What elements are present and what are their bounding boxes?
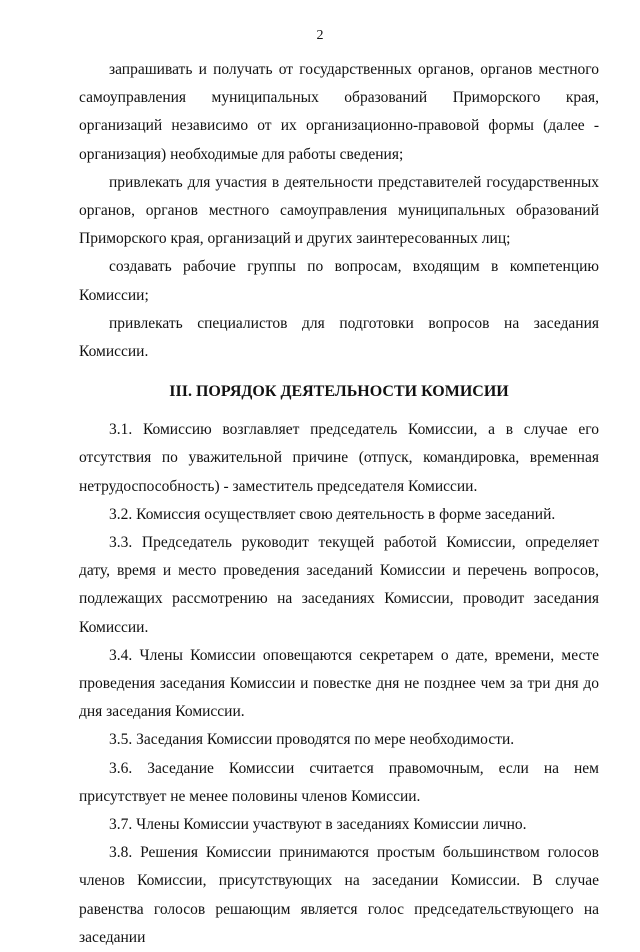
paragraph-create-working-groups: создавать рабочие группы по вопросам, входящим в компетенцию Комиссии; [79,258,599,304]
paragraph-involve-representatives: привлекать для участия в деятельности представителей государственных органов, органов местного самоуправления муниципальных образований Приморского края, организаций и других заинтересованных лиц; [79,173,599,248]
paragraph-3-5: 3.5. Заседания Комиссии проводятся по мере необходимости. [109,731,515,749]
paragraph-3-8: 3.8. Решения Комиссии принимаются простым большинством голосов членов Комиссии, присутствующих на заседании Комиссии. В случае равенства голосов решающим является голос председательствующего на заседании [79,844,599,946]
document-body [79,56,599,952]
paragraph-3-7: 3.7. Члены Комиссии участвуют в заседаниях Комиссии лично. [109,816,527,834]
paragraph-3-4: 3.4. Члены Комиссии оповещаются секретарем о дате, времени, месте проведения заседания Комиссии и повестке дня не позднее чем за три дня до дня заседания Комиссии. [79,646,599,721]
page-number: 2 [316,28,324,43]
paragraph-3-1: 3.1. Комиссию возглавляет председатель Комиссии, а в случае его отсутствия по уважительной причине (отпуск, командировка, временная нетрудоспособность) - заместитель председателя Комиссии. [79,421,599,495]
paragraph-3-6: 3.6. Заседание Комиссии считается правомочным, если на нем присутствует не менее половины членов Комиссии. [79,759,599,805]
section-heading: III. ПОРЯДОК ДЕЯТЕЛЬНОСТИ КОМИСИИ [169,383,509,401]
paragraph-3-2: 3.2. Комиссия осуществляет свою деятельность в форме заседаний. [109,505,556,523]
paragraph-3-3: 3.3. Председатель руководит текущей работой Комиссии, определяет дату, время и место проведения заседаний Комиссии и перечень вопросов, подлежащих рассмотрению на заседаниях Комиссии, проводит заседания Комиссии. [79,534,599,636]
paragraph-request-information: запрашивать и получать от государственных органов, органов местного самоуправления муниципальных образований Приморского края, организаций независимо от их организационно-правовой формы (далее - организация) необходимые для работы сведения; [79,61,599,163]
paragraph-involve-specialists: привлекать специалистов для подготовки вопросов на заседания Комиссии. [79,314,599,361]
